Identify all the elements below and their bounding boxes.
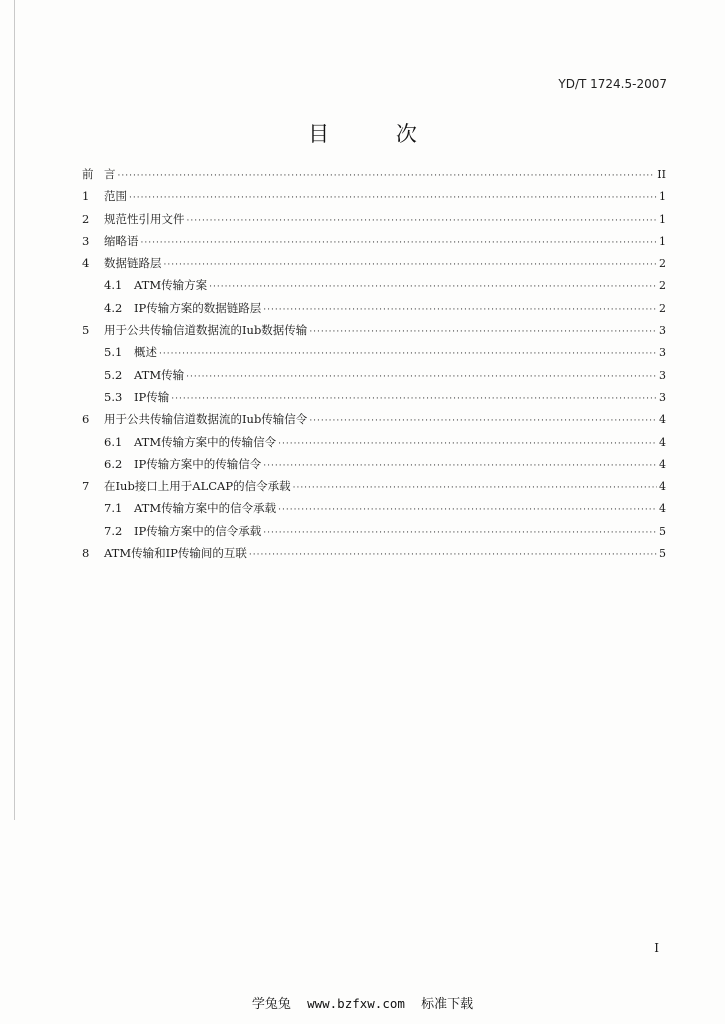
toc-entry-title: 言: [104, 167, 116, 181]
toc-entry-page: 3: [659, 324, 666, 338]
toc-entry-page: II: [657, 168, 666, 181]
toc-entry-page: 5: [659, 547, 666, 561]
toc-subsection-entry[interactable]: [82, 434, 666, 456]
toc-entry-page: 4: [659, 457, 666, 471]
toc-dot-leader: [278, 505, 657, 515]
toc-dot-leader: [263, 305, 657, 315]
toc-entry-number: 4: [82, 256, 90, 271]
toc-dot-leader: [141, 238, 658, 248]
toc-entry-page: 3: [659, 368, 666, 382]
toc-dot-leader: [278, 439, 657, 449]
toc-entry-number: 1: [82, 189, 90, 204]
toc-dot-leader: [118, 171, 656, 181]
toc-dot-leader: [309, 327, 657, 337]
toc-entry-title: 缩略语: [104, 233, 139, 248]
toc-dot-leader: [159, 349, 657, 359]
toc-entry-title: ATM传输方案中的传输信令: [134, 434, 277, 449]
table-of-contents: [82, 166, 666, 567]
toc-entry-title: 概述: [134, 345, 157, 360]
toc-entry-number: 6.2: [104, 456, 123, 471]
toc-subsection-entry[interactable]: [82, 367, 666, 389]
toc-title: 目 次: [308, 122, 447, 146]
toc-subsection-entry[interactable]: [82, 300, 666, 322]
toc-entry-number: 7: [82, 479, 90, 494]
footer-site-name: 学兔兔: [251, 997, 291, 1012]
toc-entry-number: 5: [82, 323, 90, 338]
toc-section-entry[interactable]: [82, 233, 666, 255]
toc-dot-leader: [309, 416, 657, 426]
toc-entry-page: 5: [659, 524, 666, 538]
toc-dot-leader: [293, 483, 657, 493]
toc-entry-page: 4: [659, 480, 666, 494]
toc-entry-title: ATM传输和IP传输间的互联: [104, 546, 247, 561]
toc-subsection-entry[interactable]: [82, 523, 666, 545]
toc-dot-leader: [171, 394, 657, 404]
toc-entry-page: 2: [659, 301, 666, 315]
toc-subsection-entry[interactable]: [82, 500, 666, 522]
toc-entry-number: 7.1: [104, 501, 123, 516]
toc-dot-leader: [263, 528, 657, 538]
toc-entry-number: 3: [82, 233, 90, 248]
toc-entry-number: 5.3: [104, 389, 123, 404]
toc-dot-leader: [164, 260, 658, 270]
toc-entry-number: 5.1: [104, 345, 123, 360]
footer: [0, 993, 725, 1012]
toc-entry-title: IP传输方案的数据链路层: [134, 300, 262, 315]
toc-entry-number: 7.2: [104, 523, 123, 538]
toc-section-entry[interactable]: [82, 211, 666, 233]
toc-entry-title: ATM传输: [134, 367, 185, 382]
toc-subsection-entry[interactable]: [82, 344, 666, 366]
toc-section-entry[interactable]: [82, 411, 666, 433]
toc-entry-number: 4.2: [104, 300, 123, 315]
toc-dot-leader: [186, 372, 657, 382]
toc-subsection-entry[interactable]: [82, 389, 666, 411]
toc-section-entry[interactable]: [82, 478, 666, 500]
toc-entry-number: 4.1: [104, 278, 123, 293]
page-number: I: [654, 941, 659, 955]
toc-entry-title: 范围: [104, 189, 127, 204]
toc-section-entry[interactable]: [82, 255, 666, 277]
toc-entry-page: 3: [659, 390, 666, 404]
toc-entry-page: 4: [659, 413, 666, 427]
toc-entry-title: 数据链路层: [104, 256, 162, 271]
toc-entry-title: IP传输方案中的传输信令: [134, 456, 262, 471]
toc-entry-page: 1: [659, 234, 666, 248]
toc-entry-page: 4: [659, 435, 666, 449]
toc-subsection-entry[interactable]: [82, 456, 666, 478]
toc-section-entry[interactable]: [82, 166, 666, 188]
toc-subsection-entry[interactable]: [82, 277, 666, 299]
toc-entry-page: 3: [659, 346, 666, 360]
toc-entry-number: 5.2: [104, 367, 123, 382]
toc-entry-page: 1: [659, 212, 666, 226]
toc-entry-number: 8: [82, 546, 90, 561]
toc-section-entry[interactable]: [82, 322, 666, 344]
toc-entry-title: IP传输: [134, 389, 170, 404]
toc-dot-leader: [129, 193, 657, 203]
toc-entry-title: 在Iub接口上用于ALCAP的信令承载: [104, 479, 291, 494]
toc-entry-number: 2: [82, 211, 90, 226]
toc-entry-title: ATM传输方案: [134, 278, 208, 293]
toc-entry-title: ATM传输方案中的信令承载: [134, 501, 277, 516]
toc-entry-page: 4: [659, 502, 666, 516]
toc-section-entry[interactable]: [82, 188, 666, 210]
toc-entry-number: 前: [82, 167, 94, 181]
toc-entry-number: 6: [82, 412, 90, 427]
toc-entry-title: 用于公共传输信道数据流的Iub传输信令: [104, 412, 308, 427]
toc-section-entry[interactable]: [82, 545, 666, 567]
toc-dot-leader: [187, 216, 658, 226]
document-code: YD/T 1724.5-2007: [558, 77, 667, 91]
toc-dot-leader: [249, 550, 657, 560]
toc-dot-leader: [209, 282, 657, 292]
footer-url[interactable]: www.bzfxw.com: [307, 996, 405, 1011]
footer-slogan: 标准下载: [421, 997, 474, 1012]
toc-entry-title: 规范性引用文件: [104, 211, 185, 226]
toc-dot-leader: [263, 461, 657, 471]
toc-entry-title: 用于公共传输信道数据流的Iub数据传输: [104, 323, 308, 338]
toc-entry-number: 6.1: [104, 434, 123, 449]
toc-entry-page: 2: [659, 257, 666, 271]
toc-entry-page: 1: [659, 190, 666, 204]
toc-entry-title: IP传输方案中的信令承载: [134, 523, 262, 538]
toc-entry-page: 2: [659, 279, 666, 293]
